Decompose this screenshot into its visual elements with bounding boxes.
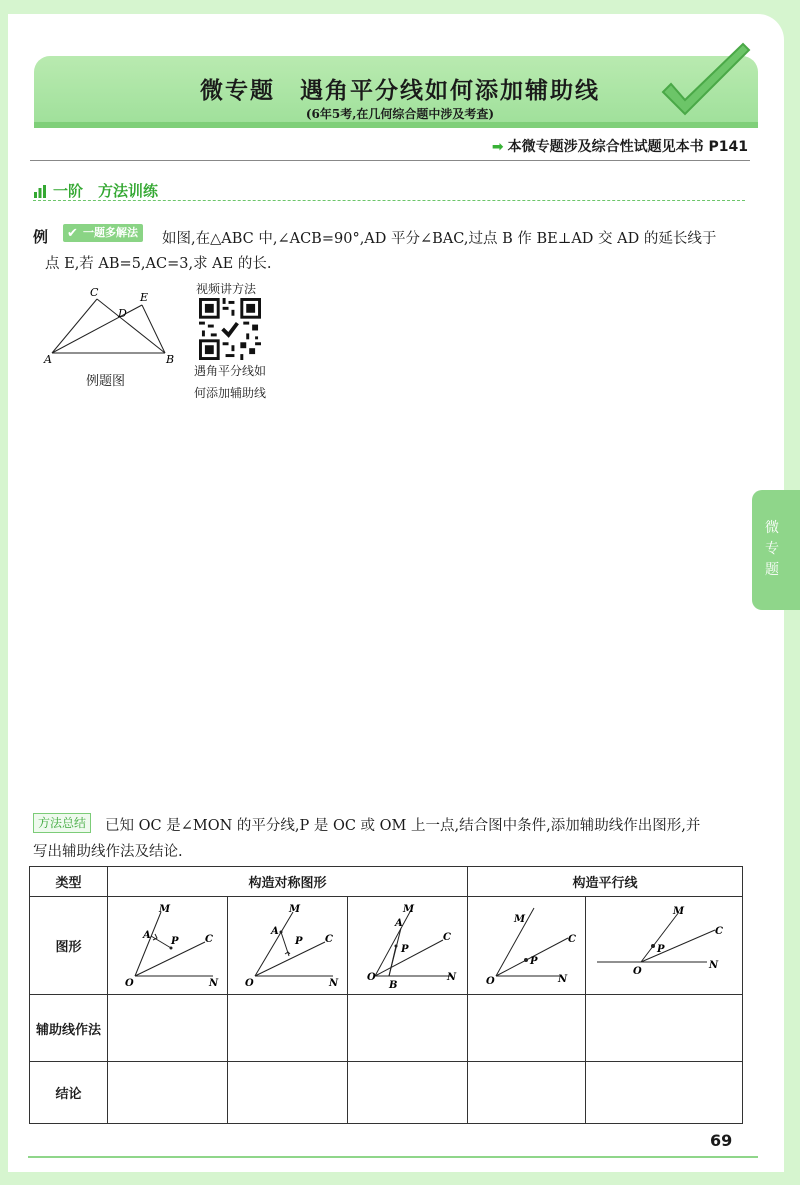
footer-line [28,1156,758,1158]
problem-text-line1: 如图,在△ABC 中,∠ACB=90°,AD 平分∠BAC,过点 B 作 BE⊥AD 交 AD 的延长线于 [162,231,717,247]
point-label: M [402,903,414,915]
answer-cell[interactable] [108,1061,228,1123]
point-label: O [633,965,642,977]
side-tab-char: 专 [765,541,779,557]
method-table [29,866,743,1124]
point-label: N [709,959,719,971]
qr-label: 视频讲方法 [196,282,257,296]
qr-code-icon[interactable] [199,298,261,360]
answer-cell[interactable] [228,1061,348,1123]
point-label: B [388,979,397,990]
side-tab-char: 题 [765,562,779,578]
figure-symmetric-3 [353,902,463,990]
figure-parallel-1 [472,902,582,990]
header-parallel: 构造平行线 [468,867,743,897]
problem-text-line2: 点 E,若 AB=5,AC=3,求 AE 的长. [45,256,272,272]
figure-cell [468,897,586,995]
side-tab-char: 微 [765,520,779,536]
point-label: D [118,307,127,320]
point-label: C [567,933,576,945]
figure-cell [586,897,743,995]
multi-solution-badge [63,224,143,242]
point-label: M [158,903,170,915]
point-label: A [142,929,151,941]
page-number: 69 [710,1131,733,1150]
summary-text-line2: 写出辅助线作法及结论. [33,844,183,860]
point-label: C [324,933,333,945]
row-figure-label: 图形 [30,897,108,995]
point-label: O [485,975,495,987]
point-label: O [366,971,376,983]
point-label: P [400,943,409,955]
divider [30,160,750,161]
example-figure [40,283,190,368]
answer-cell[interactable] [468,1061,586,1123]
answer-cell[interactable] [348,995,468,1061]
page-title: 微专题 遇角平分线如何添加辅助线 [200,78,600,104]
qr-caption-line: 何添加辅助线 [193,386,266,400]
check-icon: ✔ [67,226,78,241]
point-label: C [442,931,451,943]
figure-symmetric-1 [113,902,223,990]
figure-cell [348,897,468,995]
page-subtitle: (6年5考,在几何综合题中涉及考查) [305,107,495,121]
section-title: 一阶 方法训练 [53,182,159,200]
reference-link[interactable] [492,136,748,156]
side-tab[interactable] [752,490,800,610]
banner-shadow [34,122,758,128]
point-label: A [394,917,403,929]
figure-caption: 例题图 [86,374,126,389]
arrow-right-icon: ➡ [491,139,504,155]
section-heading [33,180,158,201]
figure-parallel-2 [589,902,739,990]
answer-cell[interactable] [348,1061,468,1123]
point-label: P [170,935,179,947]
point-label: O [244,977,254,989]
point-label: P [529,955,538,967]
figure-cell [108,897,228,995]
header-symmetric: 构造对称图形 [108,867,468,897]
section-divider [33,200,745,201]
point-label: N [557,973,567,985]
side-tab-label [762,518,782,581]
row-conclusion-label: 结论 [30,1061,108,1123]
point-label: A [270,925,279,937]
header-type: 类型 [30,867,108,897]
point-label: B [166,353,175,366]
point-label: N [328,977,338,989]
reference-text: 本微专题涉及综合性试题见本书 P141 [507,139,748,155]
point-label: C [715,925,723,937]
point-label: M [673,905,685,917]
answer-cell[interactable] [586,995,743,1061]
point-label: M [288,903,300,915]
point-label: E [140,291,149,304]
badge-text: 一题多解法 [83,226,138,239]
point-label: M [513,913,525,925]
summary-text-line1: 已知 OC 是∠MON 的平分线,P 是 OC 或 OM 上一点,结合图中条件,添加辅助线作出图形,并 [105,818,701,834]
point-label: P [294,935,303,947]
point-label: A [44,353,52,366]
point-label: C [90,286,99,299]
point-label: N [208,977,218,989]
point-label: O [124,977,134,989]
point-label: N [446,971,456,983]
figure-symmetric-2 [233,902,343,990]
qr-caption [190,360,270,404]
answer-cell[interactable] [108,995,228,1061]
example-label: 例 [33,228,49,246]
point-label: P [657,943,665,955]
answer-cell[interactable] [228,995,348,1061]
point-label: C [204,933,213,945]
figure-cell [228,897,348,995]
answer-cell[interactable] [586,1061,743,1123]
summary-badge: 方法总结 [33,813,91,833]
bar-chart-icon [33,184,47,198]
qr-caption-line: 遇角平分线如 [193,364,266,378]
row-aux-label: 辅助线作法 [30,995,108,1061]
answer-cell[interactable] [468,995,586,1061]
